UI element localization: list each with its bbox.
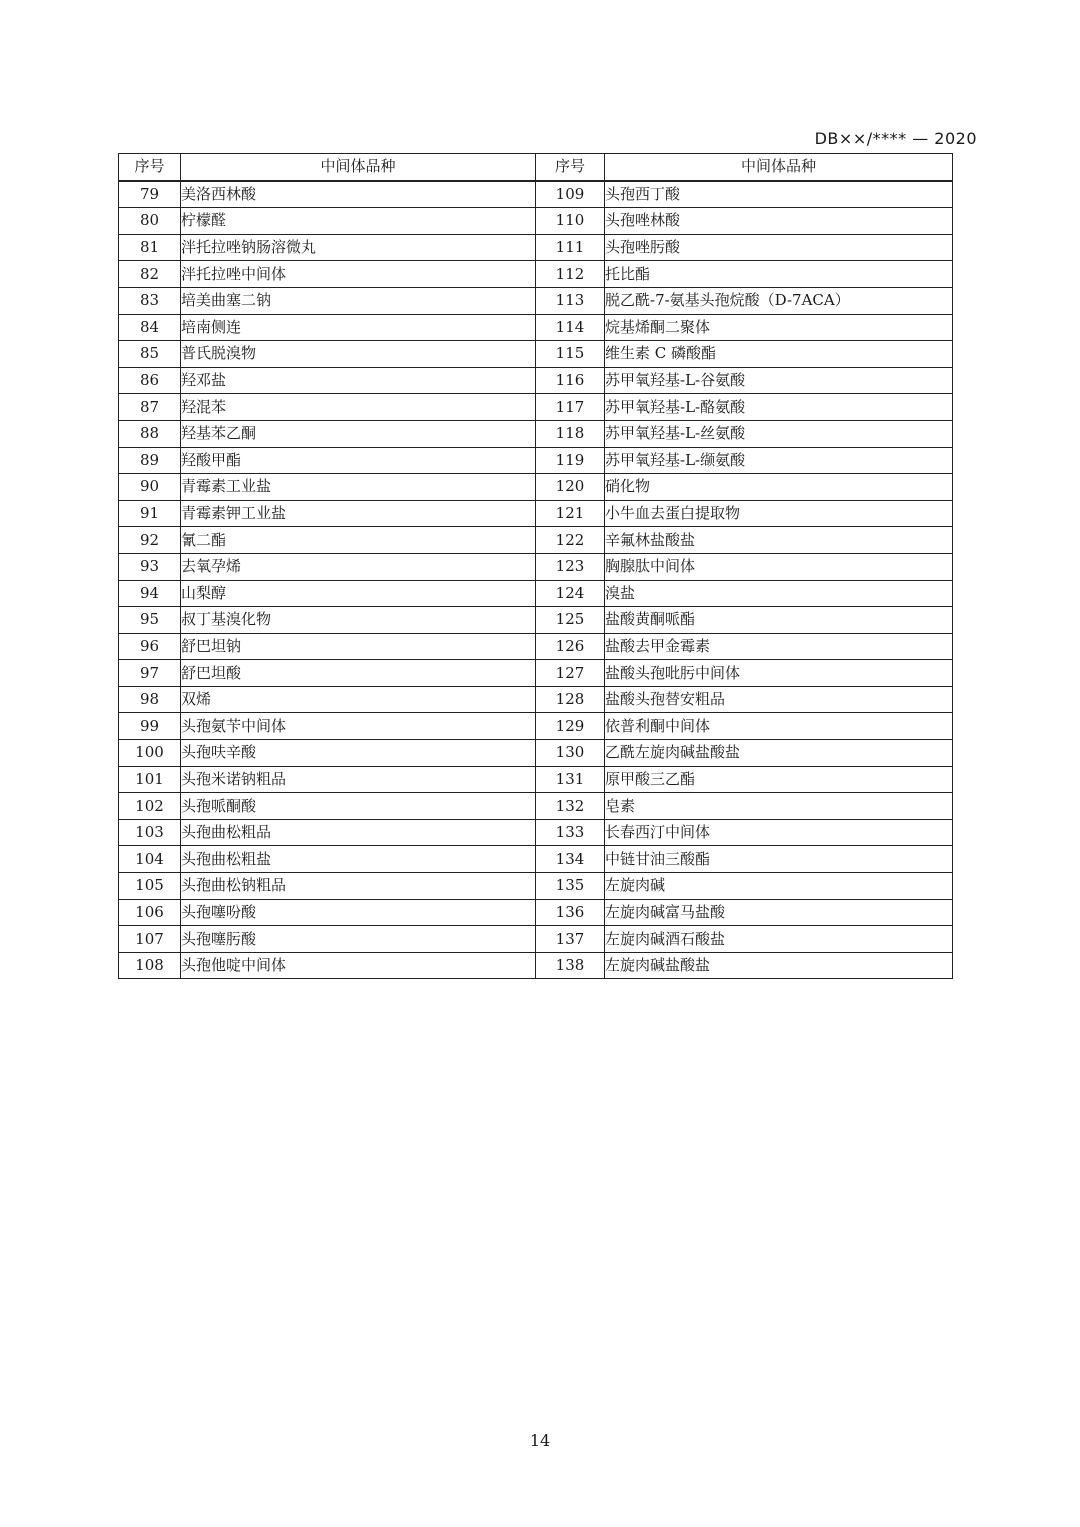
serial-cell-left: 105	[119, 873, 181, 900]
name-cell-right: 头孢唑林酸	[605, 208, 953, 235]
serial-cell-left: 91	[119, 500, 181, 527]
table-row	[119, 740, 953, 767]
serial-cell-right: 118	[536, 420, 605, 447]
name-cell-left: 青霉素钾工业盐	[181, 500, 536, 527]
serial-cell-left: 95	[119, 607, 181, 634]
serial-cell-left: 89	[119, 447, 181, 474]
name-cell-left: 头孢氨苄中间体	[181, 713, 536, 740]
serial-cell-right: 129	[536, 713, 605, 740]
header-serial-right: 序号	[536, 154, 605, 181]
name-cell-right: 维生素 C 磷酸酯	[605, 341, 953, 368]
serial-cell-right: 138	[536, 952, 605, 979]
serial-cell-right: 121	[536, 500, 605, 527]
serial-cell-right: 120	[536, 474, 605, 501]
name-cell-right: 托比酯	[605, 261, 953, 288]
serial-cell-right: 125	[536, 607, 605, 634]
table-row	[119, 527, 953, 554]
name-cell-left: 双烯	[181, 686, 536, 713]
table-body	[119, 181, 953, 979]
name-cell-left: 柠檬醛	[181, 208, 536, 235]
table-row	[119, 873, 953, 900]
serial-cell-left: 86	[119, 367, 181, 394]
name-cell-left: 头孢他啶中间体	[181, 952, 536, 979]
serial-cell-right: 111	[536, 234, 605, 261]
name-cell-right: 盐酸头孢替安粗品	[605, 686, 953, 713]
name-cell-right: 依普利酮中间体	[605, 713, 953, 740]
table-header	[119, 154, 953, 181]
name-cell-left: 普氏脱溴物	[181, 341, 536, 368]
name-cell-right: 胸腺肽中间体	[605, 553, 953, 580]
name-cell-right: 盐酸黄酮哌酯	[605, 607, 953, 634]
table-row	[119, 314, 953, 341]
name-cell-right: 头孢唑肟酸	[605, 234, 953, 261]
name-cell-right: 苏甲氧羟基-L-酪氨酸	[605, 394, 953, 421]
standard-code: DB××/**** — 2020	[814, 129, 977, 148]
name-cell-left: 羟邓盐	[181, 367, 536, 394]
serial-cell-right: 135	[536, 873, 605, 900]
page-number: 14	[529, 1431, 551, 1450]
name-cell-right: 盐酸头孢吡肟中间体	[605, 660, 953, 687]
serial-cell-right: 133	[536, 819, 605, 846]
name-cell-left: 头孢哌酮酸	[181, 793, 536, 820]
name-cell-right: 左旋肉碱	[605, 873, 953, 900]
name-cell-left: 青霉素工业盐	[181, 474, 536, 501]
table-row	[119, 952, 953, 979]
table-row	[119, 819, 953, 846]
serial-cell-left: 97	[119, 660, 181, 687]
name-cell-left: 去氧孕烯	[181, 553, 536, 580]
serial-cell-left: 79	[119, 181, 181, 208]
header-name-left: 中间体品种	[181, 154, 536, 181]
name-cell-left: 头孢曲松粗品	[181, 819, 536, 846]
serial-cell-right: 117	[536, 394, 605, 421]
name-cell-right: 烷基烯酮二聚体	[605, 314, 953, 341]
serial-cell-left: 93	[119, 553, 181, 580]
name-cell-left: 头孢噻吩酸	[181, 899, 536, 926]
name-cell-right: 苏甲氧羟基-L-缬氨酸	[605, 447, 953, 474]
table-row	[119, 447, 953, 474]
serial-cell-left: 90	[119, 474, 181, 501]
serial-cell-left: 85	[119, 341, 181, 368]
name-cell-right: 乙酰左旋肉碱盐酸盐	[605, 740, 953, 767]
name-cell-right: 苏甲氧羟基-L-谷氨酸	[605, 367, 953, 394]
name-cell-left: 羟混苯	[181, 394, 536, 421]
name-cell-left: 培南侧连	[181, 314, 536, 341]
serial-cell-left: 81	[119, 234, 181, 261]
serial-cell-right: 131	[536, 766, 605, 793]
name-cell-left: 山梨醇	[181, 580, 536, 607]
serial-cell-left: 80	[119, 208, 181, 235]
name-cell-right: 脱乙酰-7-氨基头孢烷酸（D-7ACA）	[605, 287, 953, 314]
serial-cell-right: 124	[536, 580, 605, 607]
serial-cell-left: 107	[119, 926, 181, 953]
name-cell-left: 头孢米诺钠粗品	[181, 766, 536, 793]
name-cell-left: 头孢噻肟酸	[181, 926, 536, 953]
table-row	[119, 686, 953, 713]
table-row	[119, 846, 953, 873]
name-cell-right: 溴盐	[605, 580, 953, 607]
name-cell-right: 头孢西丁酸	[605, 181, 953, 208]
serial-cell-left: 100	[119, 740, 181, 767]
name-cell-left: 头孢呋辛酸	[181, 740, 536, 767]
name-cell-right: 辛氟林盐酸盐	[605, 527, 953, 554]
serial-cell-left: 99	[119, 713, 181, 740]
serial-cell-left: 87	[119, 394, 181, 421]
name-cell-left: 叔丁基溴化物	[181, 607, 536, 634]
serial-cell-right: 123	[536, 553, 605, 580]
table-row	[119, 899, 953, 926]
serial-cell-right: 114	[536, 314, 605, 341]
serial-cell-left: 88	[119, 420, 181, 447]
name-cell-right: 小牛血去蛋白提取物	[605, 500, 953, 527]
table-row	[119, 660, 953, 687]
name-cell-left: 泮托拉唑钠肠溶微丸	[181, 234, 536, 261]
intermediate-list-table	[118, 153, 953, 979]
table-row	[119, 766, 953, 793]
serial-cell-left: 106	[119, 899, 181, 926]
serial-cell-left: 98	[119, 686, 181, 713]
serial-cell-right: 116	[536, 367, 605, 394]
serial-cell-right: 130	[536, 740, 605, 767]
table-row	[119, 474, 953, 501]
serial-cell-left: 104	[119, 846, 181, 873]
name-cell-left: 泮托拉唑中间体	[181, 261, 536, 288]
serial-cell-left: 92	[119, 527, 181, 554]
serial-cell-left: 103	[119, 819, 181, 846]
name-cell-left: 羟基苯乙酮	[181, 420, 536, 447]
name-cell-right: 原甲酸三乙酯	[605, 766, 953, 793]
serial-cell-right: 109	[536, 181, 605, 208]
table-row	[119, 793, 953, 820]
serial-cell-right: 136	[536, 899, 605, 926]
table-row	[119, 287, 953, 314]
serial-cell-right: 126	[536, 633, 605, 660]
name-cell-right: 左旋肉碱酒石酸盐	[605, 926, 953, 953]
table-row	[119, 607, 953, 634]
name-cell-right: 中链甘油三酸酯	[605, 846, 953, 873]
name-cell-left: 头孢曲松粗盐	[181, 846, 536, 873]
table-row	[119, 580, 953, 607]
table-row	[119, 926, 953, 953]
name-cell-left: 头孢曲松钠粗品	[181, 873, 536, 900]
serial-cell-left: 108	[119, 952, 181, 979]
name-cell-left: 培美曲塞二钠	[181, 287, 536, 314]
table-row	[119, 394, 953, 421]
serial-cell-right: 110	[536, 208, 605, 235]
header-serial-left: 序号	[119, 154, 181, 181]
table-row	[119, 500, 953, 527]
table-row	[119, 420, 953, 447]
name-cell-right: 长春西汀中间体	[605, 819, 953, 846]
header-name-right: 中间体品种	[605, 154, 953, 181]
serial-cell-right: 122	[536, 527, 605, 554]
name-cell-left: 舒巴坦酸	[181, 660, 536, 687]
serial-cell-right: 127	[536, 660, 605, 687]
header-row	[119, 154, 953, 181]
name-cell-left: 氰二酯	[181, 527, 536, 554]
name-cell-right: 左旋肉碱盐酸盐	[605, 952, 953, 979]
name-cell-right: 左旋肉碱富马盐酸	[605, 899, 953, 926]
name-cell-right: 盐酸去甲金霉素	[605, 633, 953, 660]
serial-cell-left: 84	[119, 314, 181, 341]
serial-cell-right: 137	[536, 926, 605, 953]
table-row	[119, 341, 953, 368]
serial-cell-left: 83	[119, 287, 181, 314]
table-row	[119, 261, 953, 288]
serial-cell-left: 94	[119, 580, 181, 607]
serial-cell-right: 132	[536, 793, 605, 820]
name-cell-left: 美洛西林酸	[181, 181, 536, 208]
serial-cell-right: 112	[536, 261, 605, 288]
serial-cell-right: 134	[536, 846, 605, 873]
name-cell-right: 皂素	[605, 793, 953, 820]
table-row	[119, 208, 953, 235]
table-row	[119, 234, 953, 261]
table-row	[119, 181, 953, 208]
serial-cell-left: 96	[119, 633, 181, 660]
table-row	[119, 367, 953, 394]
name-cell-right: 硝化物	[605, 474, 953, 501]
table-row	[119, 713, 953, 740]
table-row	[119, 633, 953, 660]
serial-cell-right: 128	[536, 686, 605, 713]
serial-cell-left: 82	[119, 261, 181, 288]
serial-cell-right: 115	[536, 341, 605, 368]
serial-cell-right: 119	[536, 447, 605, 474]
name-cell-left: 羟酸甲酯	[181, 447, 536, 474]
serial-cell-left: 102	[119, 793, 181, 820]
serial-cell-left: 101	[119, 766, 181, 793]
name-cell-right: 苏甲氧羟基-L-丝氨酸	[605, 420, 953, 447]
serial-cell-right: 113	[536, 287, 605, 314]
name-cell-left: 舒巴坦钠	[181, 633, 536, 660]
table-row	[119, 553, 953, 580]
